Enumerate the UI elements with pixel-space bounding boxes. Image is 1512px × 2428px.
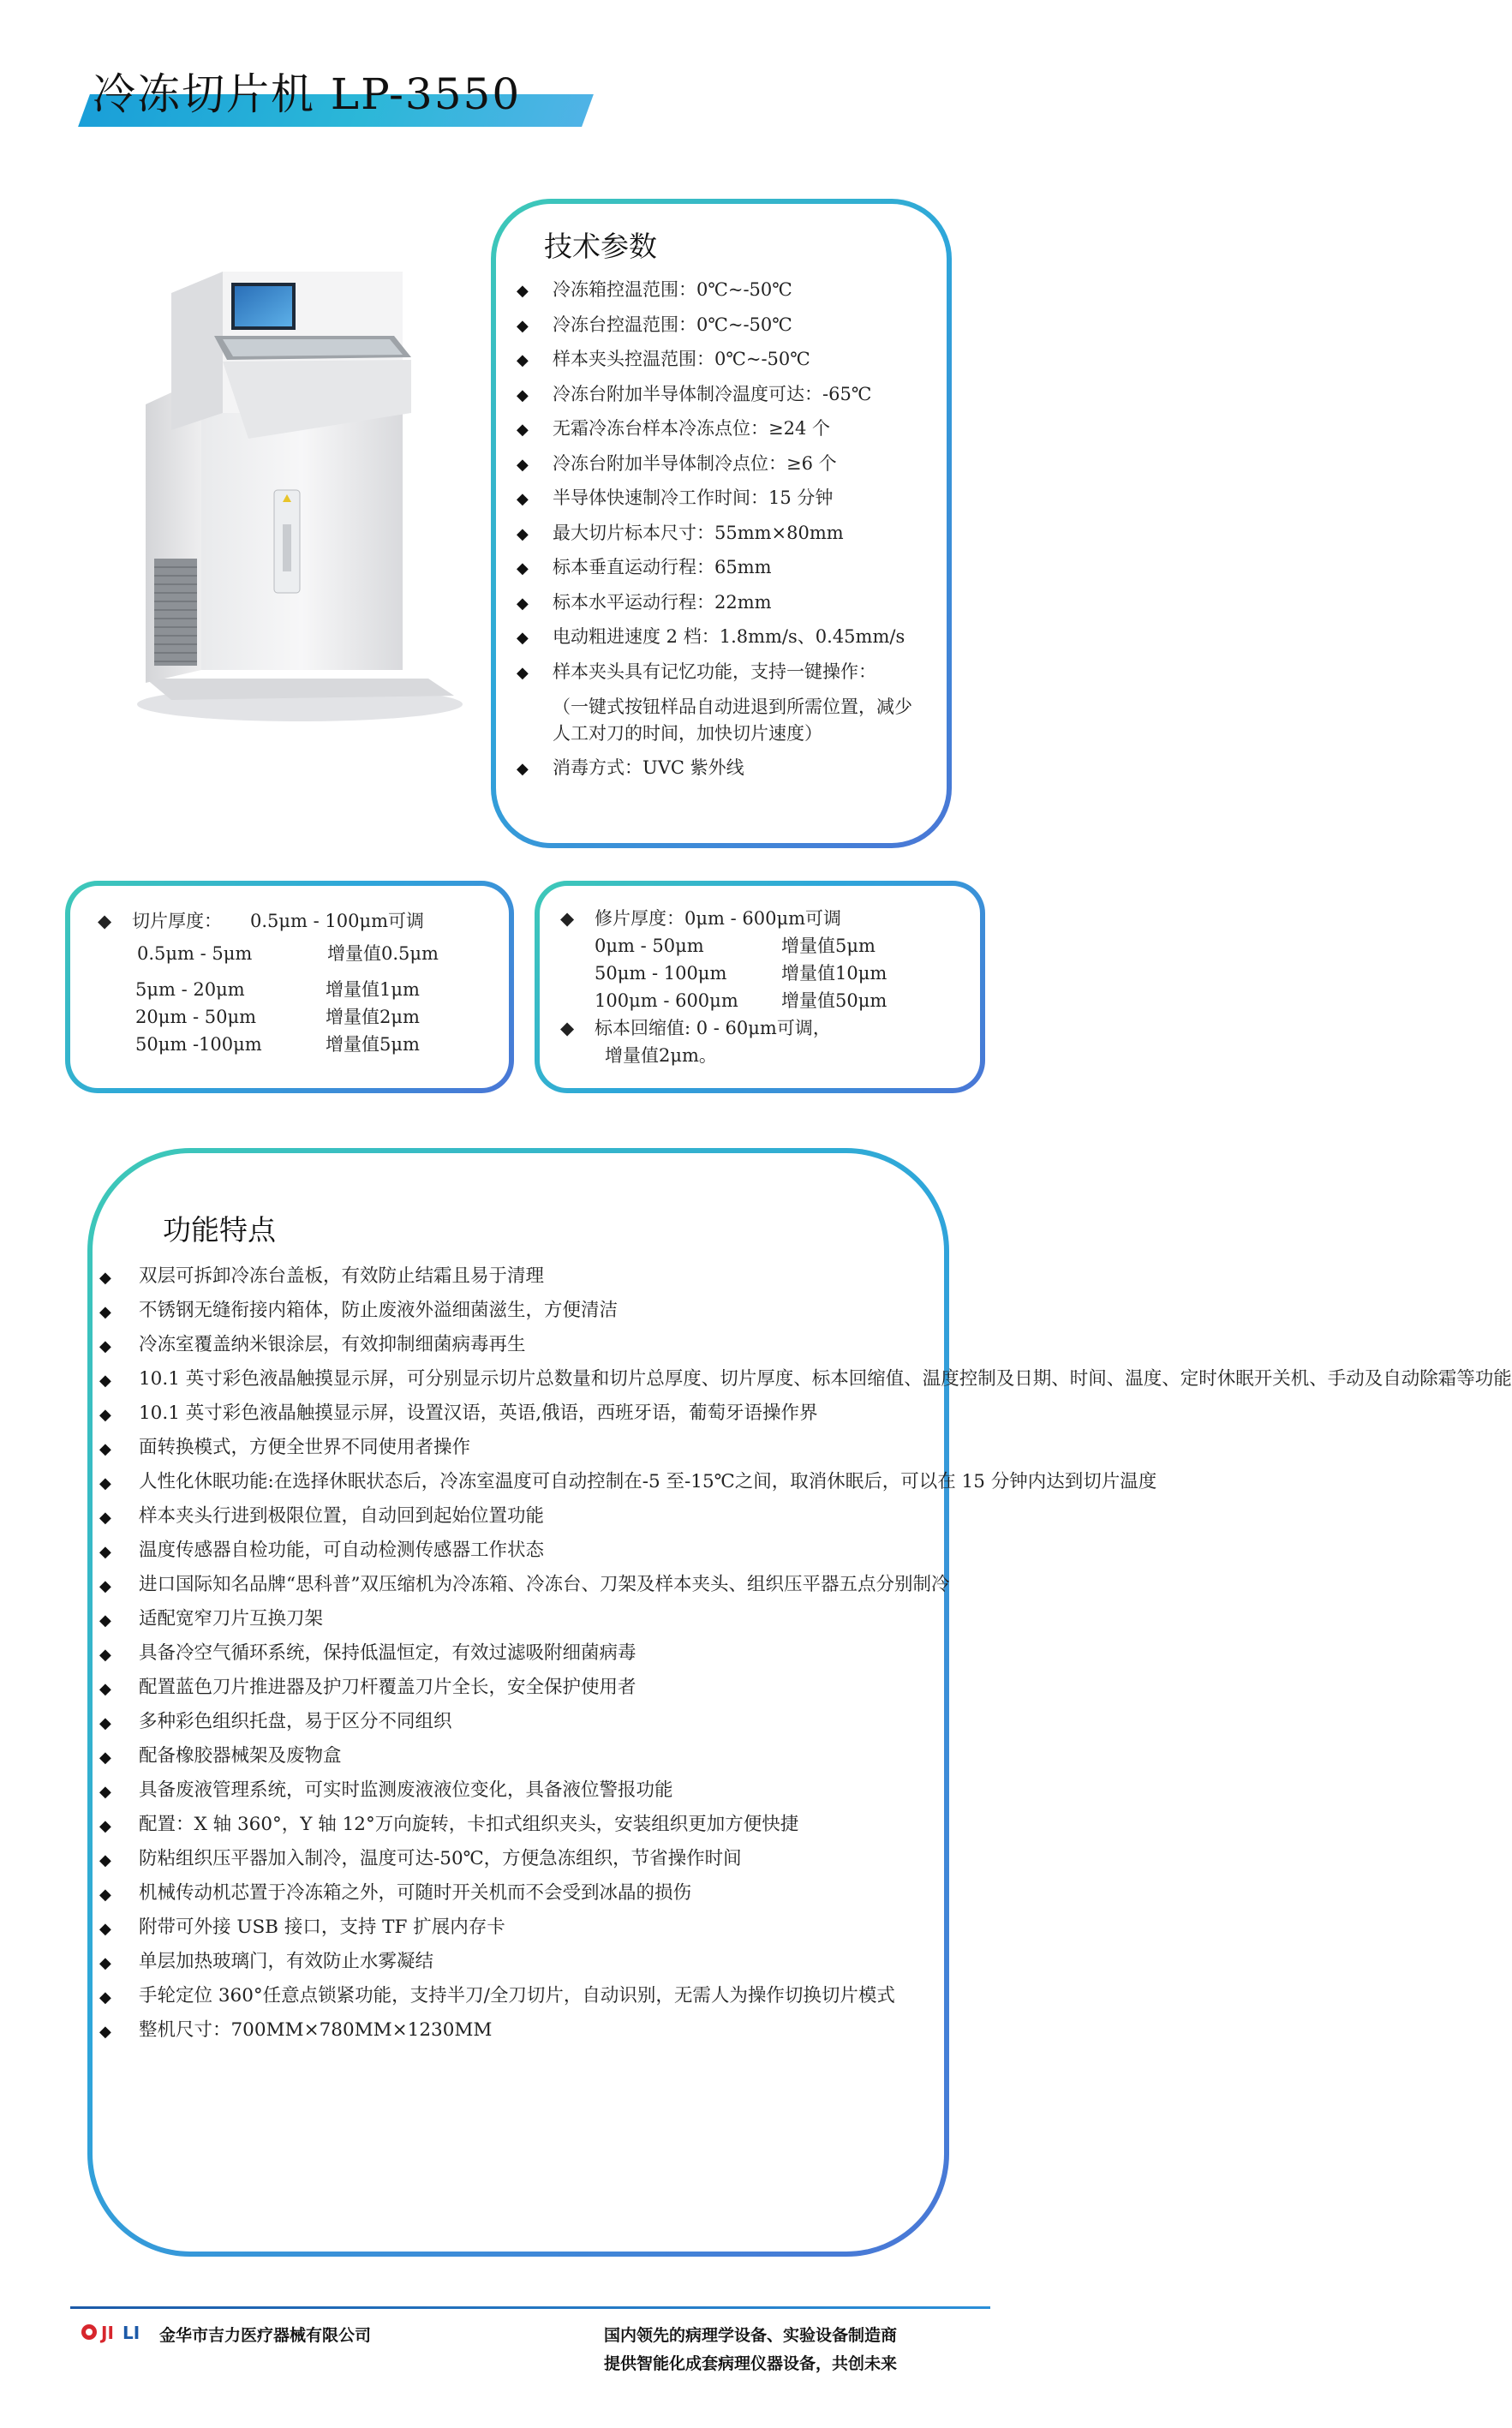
diamond-bullet-icon: ◆ [99,1474,111,1492]
feature-item [99,1331,939,1359]
feature-text: 多种彩色组织托盘，易于区分不同组织 [139,1711,452,1732]
svg-text:LI: LI [123,2323,140,2343]
diamond-bullet-icon: ◆ [99,1988,111,2006]
spec-item: ◆ 电动粗进速度 2 档：1.8mm/s、0.45mm/s [517,619,929,655]
feature-item [99,1948,939,1976]
feature-text: 不锈钢无缝衔接内箱体，防止废液外溢细菌滋生，方便清洁 [139,1300,619,1321]
feature-text: 10.1 英寸彩色液晶触摸显示屏，可分别显示切片总数量和切片总厚度、切片厚度、标本回缩值、温度控制及日期、时间、温度、定时休眠开关机、手动及自动除霜等功能 [139,1368,1512,1390]
feature-item [99,1503,939,1530]
thickness-step-range: 0.5μm - 5μm [137,943,253,964]
diamond-bullet-icon: ◆ [517,760,529,778]
spec-item: ◆ 冷冻台附加半导体制冷温度可达：-65℃ [517,377,929,412]
slogan-line-1: 国内领先的病理学设备、实验设备制造商 [604,2326,898,2345]
thickness-step-value: 增量值1μm [326,979,420,1000]
thickness-label: 切片厚度： [132,911,222,931]
feature-item [99,1537,939,1564]
thickness-step-value: 增量值0.5μm [327,943,439,964]
thickness-range: 0.5μm - 100μm可调 [250,911,425,931]
diamond-bullet-icon: ◆ [517,316,529,335]
spec-item: ◆ 样本夹头控温范围：0℃~-50℃ [517,342,929,377]
diamond-bullet-icon: ◆ [99,1886,111,1904]
feature-text: 手轮定位 360°任意点锁紧功能，支持半刀/全刀切片，自动识别，无需人为操作切换切片模式 [139,1985,895,2006]
features-list [99,1263,1512,2051]
feature-text: 适配宽窄刀片互换刀架 [139,1608,324,1630]
feature-item [99,1468,1157,1496]
spec-item: ◆ 最大切片标本尺寸：55mm×80mm [517,516,929,551]
diamond-bullet-icon: ◆ [99,1714,111,1732]
diamond-bullet-icon: ◆ [99,1817,111,1835]
diamond-bullet-icon: ◆ [99,1372,111,1390]
diamond-bullet-icon: ◆ [99,1920,111,1938]
jili-logo [79,2317,142,2347]
feature-item [99,1606,939,1633]
feature-item [99,1400,939,1427]
diamond-bullet-icon: ◆ [99,1612,111,1630]
diamond-bullet-icon: ◆ [99,2023,111,2041]
feature-text: 面转换模式，方便全世界不同使用者操作 [139,1437,471,1458]
feature-text: 具备冷空气循环系统，保持低温恒定，有效过滤吸附细菌病毒 [139,1642,636,1664]
vent-grille [154,559,197,666]
diamond-bullet-icon: ◆ [517,351,529,369]
trim-step-value: 增量值50μm [781,990,887,1011]
feature-text: 防粘组织压平器加入制冷，温度可达-50℃，方便急冻组织，节省操作时间 [139,1848,742,1869]
trim-step-range: 100μm - 600μm [595,990,738,1011]
feature-text: 配备橡胶器械架及废物盒 [139,1745,342,1767]
feature-item [99,1366,1512,1393]
thickness-step-range: 50μm -100μm [135,1034,262,1055]
trim-step-value: 增量值10μm [781,963,887,984]
diamond-bullet-icon: ◆ [99,1337,111,1355]
diamond-bullet-icon: ◆ [517,594,529,613]
feature-item [99,1845,939,1873]
feature-text: 冷冻室覆盖纳米银涂层，有效抑制细菌病毒再生 [139,1334,526,1355]
diamond-bullet-icon: ◆ [99,1680,111,1698]
memory-note: （一键式按钮样品自动进退到所需位置，减少人工对刀的时间，加快切片速度） [553,697,912,744]
diamond-bullet-icon: ◆ [517,455,529,474]
feature-text: 配置：X 轴 360°，Y 轴 12°万向旋转，卡扣式组织夹头，安装组织更加方便快捷 [139,1814,799,1835]
spec-item: ◆ 样本夹头具有记忆功能，支持一键操作： （一键式按钮样品自动进退到所需位置，减少人工对刀的时间，加快切片速度） [517,655,929,748]
feature-item [99,1434,939,1462]
feature-text: 整机尺寸：700MM×780MM×1230MM [139,2019,493,2041]
feature-text: 单层加热玻璃门，有效防止水雾凝结 [139,1951,434,1972]
feature-text: 配置蓝色刀片推进器及护刀杆覆盖刀片全长，安全保护使用者 [139,1677,636,1698]
feature-text: 进口国际知名品牌“思科普”双压缩机为冷冻箱、冷冻台、刀架及样本夹头、组织压平器五点分别制冷 [139,1574,950,1595]
diamond-bullet-icon: ◆ [99,1303,111,1321]
thickness-step-value: 增量值5μm [326,1034,420,1055]
thickness-step-range: 5μm - 20μm [135,979,245,1000]
spec-item: ◆ 冷冻箱控温范围：0℃~-50℃ [517,272,929,308]
diamond-bullet-icon: ◆ [99,1954,111,1972]
thickness-step-value: 增量值2μm [326,1007,420,1027]
feature-item [99,1708,939,1736]
diamond-bullet-icon: ◆ [517,386,529,404]
diamond-bullet-icon: ◆ [99,1543,111,1561]
feature-text: 人性化休眠功能:在选择休眠状态后，冷冻室温度可自动控制在-5 至-15℃之间，取消休眠后，可以在 15 分钟内达到切片温度 [139,1471,1157,1492]
feature-item [99,1982,939,2010]
feature-item [99,1640,939,1667]
page-title: 冷冻切片机 LP-3550 [93,69,522,119]
trim-step-range: 0μm - 50μm [595,936,704,956]
retract-step: 增量值2μm。 [605,1045,717,1066]
diamond-bullet-icon: ◆ [517,524,529,543]
retract-label: 标本回缩值: 0 - 60μm可调， [595,1018,831,1038]
diamond-bullet-icon: ◆ [560,1018,575,1038]
spec-item: ◆ 冷冻台附加半导体制冷点位：≥6 个 [517,446,929,481]
feature-text: 双层可拆卸冷冻台盖板，有效防止结霜且易于清理 [139,1265,545,1287]
diamond-bullet-icon: ◆ [517,282,529,300]
footer-divider [70,2306,990,2309]
trim-step-range: 50μm - 100μm [595,963,727,984]
cryostat-machine-image [120,267,463,730]
svg-text:JI: JI [101,2323,114,2343]
trim-label: 修片厚度：0μm - 600μm可调 [595,908,842,929]
diamond-bullet-icon: ◆ [99,1269,111,1287]
diamond-bullet-icon: ◆ [99,1646,111,1664]
diamond-bullet-icon: ◆ [517,490,529,508]
thickness-step-range: 20μm - 50μm [135,1007,257,1027]
diamond-bullet-icon: ◆ [99,1577,111,1595]
diamond-bullet-icon: ◆ [99,1783,111,1801]
spec-item: ◆ 无霜冷冻台样本冷冻点位：≥24 个 [517,411,929,446]
diamond-bullet-icon: ◆ [99,1440,111,1458]
diamond-bullet-icon: ◆ [99,1749,111,1767]
feature-text: 具备废液管理系统，可实时监测废液液位变化，具备液位警报功能 [139,1779,673,1801]
company-name: 金华市吉力医疗器械有限公司 [159,2326,372,2345]
feature-item [99,1880,939,1907]
diamond-bullet-icon: ◆ [560,908,575,929]
feature-text: 样本夹头行进到极限位置，自动回到起始位置功能 [139,1505,545,1527]
feature-item [99,1571,950,1599]
diamond-bullet-icon: ◆ [98,911,112,931]
feature-text: 附带可外接 USB 接口，支持 TF 扩展内存卡 [139,1917,505,1938]
spec-item: ◆ 半导体快速制冷工作时间：15 分钟 [517,481,929,516]
diamond-bullet-icon: ◆ [99,1509,111,1527]
feature-item [99,1674,939,1701]
feature-item [99,1914,939,1941]
spec-heading: 技术参数 [544,230,657,263]
spec-list [517,272,929,786]
diamond-bullet-icon: ◆ [517,663,529,682]
diamond-bullet-icon: ◆ [517,559,529,577]
feature-item [99,1811,939,1839]
feature-text: 10.1 英寸彩色液晶触摸显示屏，设置汉语，英语,俄语，西班牙语，葡萄牙语操作界 [139,1402,818,1424]
feature-text: 机械传动机芯置于冷冻箱之外，可随时开关机而不会受到冰晶的损伤 [139,1882,692,1904]
diamond-bullet-icon: ◆ [517,629,529,647]
feature-item [99,1297,939,1325]
feature-item [99,2017,939,2044]
feature-item [99,1777,939,1804]
diamond-bullet-icon: ◆ [99,1406,111,1424]
feature-item [99,1263,939,1290]
slogan-line-2: 提供智能化成套病理仪器设备，共创未来 [604,2354,898,2373]
spec-item: ◆ 冷冻台控温范围：0℃~-50℃ [517,308,929,343]
diamond-bullet-icon: ◆ [517,421,529,439]
features-heading: 功能特点 [163,1213,276,1247]
feature-text: 温度传感器自检功能，可自动检测传感器工作状态 [139,1540,545,1561]
diamond-bullet-icon: ◆ [99,1851,111,1869]
spec-item: ◆ 消毒方式：UVC 紫外线 [517,751,929,786]
feature-item [99,1743,939,1770]
spec-item: ◆ 标本垂直运动行程：65mm [517,550,929,585]
spec-item: ◆ 标本水平运动行程：22mm [517,585,929,620]
trim-step-value: 增量值5μm [781,936,876,956]
